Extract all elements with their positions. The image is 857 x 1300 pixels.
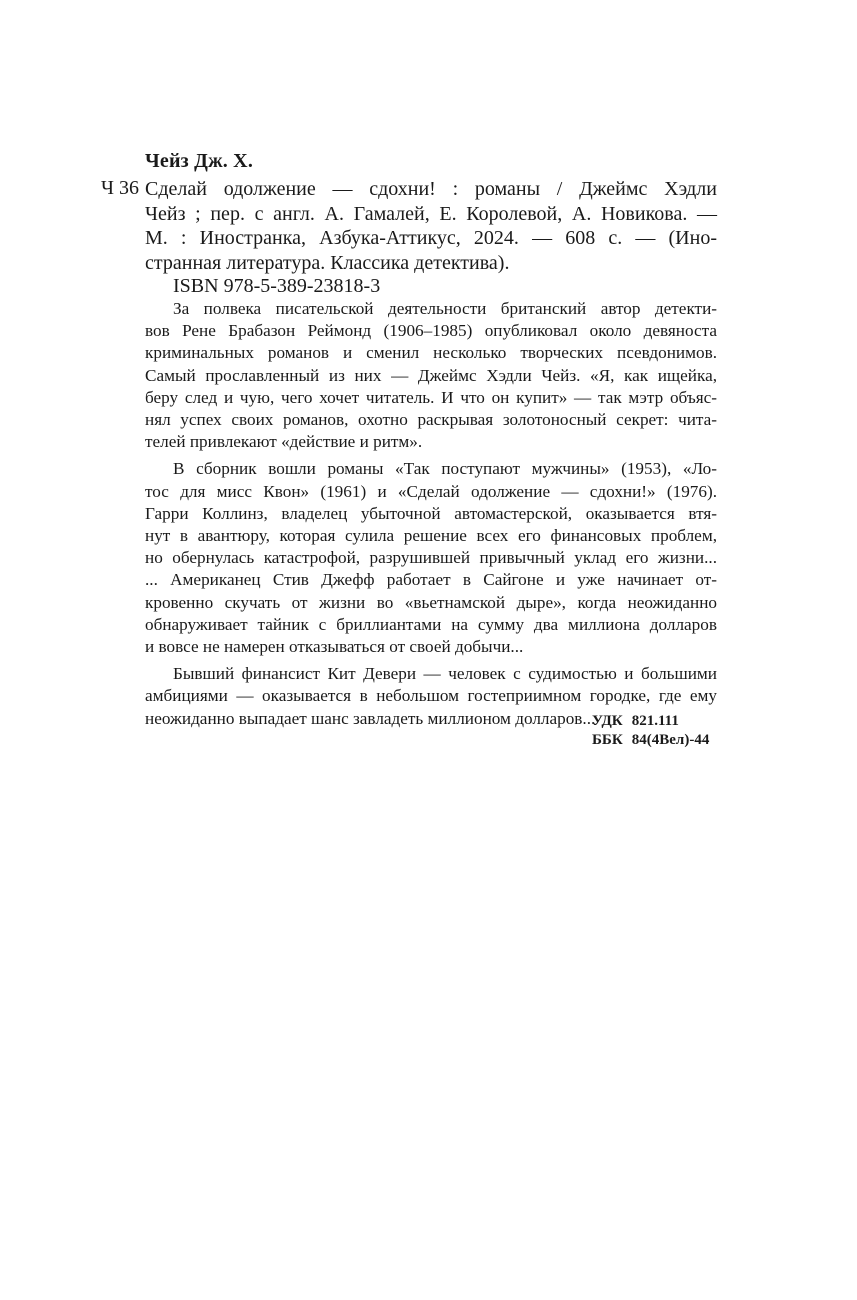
annotation-paragraph [145, 458, 717, 658]
annotation-line: В сборник вошли романы «Так поступают мужчины» (1953), «Ло- [173, 459, 717, 479]
isbn: ISBN 978-5-389-23818-3 [173, 275, 381, 297]
annotation-line: Самый прославленный из них — Джеймс Хэдли Чейз. «Я, как ищейка, [145, 365, 717, 385]
udk-value: 821.111 [631, 713, 679, 729]
bib-line: М. : Иностранка, Азбука-Аттикус, 2024. — 608 с. — (Ино- [145, 227, 717, 249]
annotation [145, 298, 717, 735]
annotation-line: тос для мисс Квон» (1961) и «Сделай одолжение — сдохни!» (1976). [145, 481, 717, 501]
annotation-line: криминальных романов и сменил несколько творческих псевдонимов. [145, 343, 717, 363]
bbk-index [592, 731, 718, 750]
udk-index [592, 712, 718, 731]
bib-line: Сделай одолжение — сдохни! : романы / Джеймс Хэдли [145, 178, 717, 200]
bib-line: странная литература. Классика детектива). [145, 251, 510, 274]
annotation-line: кровенно скучать от жизни во «вьетнамской дыре», когда неожиданно [145, 592, 717, 612]
bib-line: Чейз ; пер. с англ. А. Гамалей, Е. Королевой, А. Новикова. — [145, 202, 717, 225]
annotation-line: и вовсе не намерен отказываться от своей добычи... [145, 637, 524, 657]
annotation-paragraph [145, 298, 717, 453]
annotation-line: обнаруживает тайник с бриллиантами на сумму два миллиона долларов [145, 614, 717, 634]
annotation-line: амбициями — оказывается в небольшом гостеприимном городке, где ему [145, 686, 717, 706]
bibliographic-description [145, 177, 717, 275]
annotation-line: ... Американец Стив Джефф работает в Сайгоне и уже начинает от- [145, 570, 717, 590]
annotation-line: Гарри Коллинз, владелец убыточной автомастерской, оказывается втя- [145, 503, 717, 523]
annotation-line: Бывший финансист Кит Девери — человек с судимостью и большими [173, 664, 717, 684]
udk-label: УДК [592, 713, 623, 729]
author-heading: Чейз Дж. Х. [145, 150, 254, 172]
bbk-value: 84(4Вел)-44 [631, 732, 710, 748]
library-code: Ч 36 [101, 177, 139, 199]
annotation-line: За полвека писательской деятельности британский автор детекти- [173, 299, 717, 318]
annotation-line: нял успех своих романов, охотно раскрывая золотоносный секрет: чита- [145, 410, 717, 430]
annotation-line: неожиданно выпадает шанс завладеть миллионом долларов... [145, 708, 596, 728]
annotation-line: вов Рене Брабазон Реймонд (1906–1985) опубликовал около девяноста [145, 321, 717, 341]
annotation-line: но обернулась катастрофой, разрушившей привычный уклад его жизни... [145, 548, 717, 568]
annotation-line: беру след и чую, чего хочет читатель. И что он купит» — так мэтр объяс- [145, 387, 717, 407]
annotation-line: нут в авантюру, которая сулила решение всех его финансовых проблем, [145, 526, 717, 546]
bbk-label: ББК [592, 732, 623, 748]
annotation-line: телей привлекают «действие и ритм». [145, 432, 423, 452]
